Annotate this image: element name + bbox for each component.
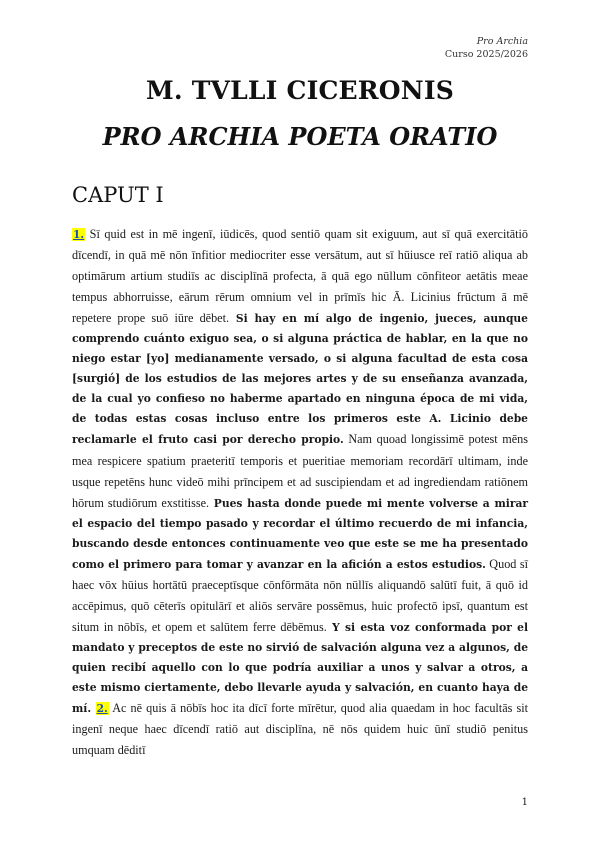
latin-text: Quod sī haec vōx hūius hortātū praeceptīsque cōnfōrmāta nōn nūllīs aliquandō salūtī fuit, ā quō id accēpimus, quō cēterīs opitulārī et aliōs servāre possēmus, huic profectō ipsī, quantum est situm in nōbīs, et opem et salūtem ferre dēbēmus. [72,556,528,634]
spanish-translation: Y si esta voz conformada por el mandato y preceptos de este no sirvió de salvación alguna vez a algunos, de quien recibí aquello con lo que podría auxiliar a unos y salvar a otros, a este mismo ciertamente, debo llevarle ayuda y salvación, en cuanto haya de mí. [72,620,529,716]
section-number-2[interactable]: 2. [96,702,108,716]
header-title: Pro Archia [476,36,528,47]
latin-text: Ac nē quis ā nōbīs hoc ita dīcī forte mīrētur, quod alia quaedam in hoc facultās sit ingenī neque haec dīcendī ratiō aut disciplīna, nē nōs quidem huic ūnī studiō penitus umquam dēditī [72,701,528,758]
running-header [445,35,528,61]
body-text [72,224,528,761]
chapter-heading: CAPUT I [72,183,164,207]
section-number-1[interactable]: 1. [73,228,85,241]
spanish-translation: Si hay en mí algo de ingenio, jueces, aunque comprendo cuánto exiguo sea, o si alguna práctica de hablar, en la que no niego estar [yo] medianamente versado, o si alguna facultad de esta cosa [surgió] de los estudios de las mejores artes y de su enseñanza avanzada, de la cual yo confieso no haberme apartado en ninguna época de mi vida, de todas estas cosas incluso entre los primeros este A. Licinio debe reclamarle el fruto casi por derecho propio. [72,312,528,447]
document-title: M. TVLLI CICERONIS [146,76,454,105]
paragraph [72,224,528,761]
spanish-translation: Pues hasta donde puede mi mente volverse a mirar el espacio del tiempo pasado y recordar el último recuerdo de mi infancia, buscando desde entonces continuamente veo que este se me ha presentado como el primero para tomar y avanzar en la afición a estos estudios. [72,496,529,571]
latin-text: Nam quoad longissimē potest mēns mea respicere spatium praeteritī temporis et pueritiae memoriam recordārī ultimam, inde usque repetēns hunc videō mihi prīncipem et ad suscipiendam et ad ingrediendam ratiōnem hōrum studiōrum exstitisse. [72,432,528,510]
document-subtitle: PRO ARCHIA POETA ORATIO [102,122,498,151]
header-course: Curso 2025/2026 [444,49,528,60]
page-number: 1 [521,797,528,808]
latin-text: Sī quid est in mē ingenī, iūdicēs, quod sentiō quam sit exiguum, aut sī quā exercitātiō dīcendī, in quā mē nōn īnfitior mediocriter esse versātum, aut sī hūiusce reī ratiō aliqua ab optimārum artium studiīs ac disciplīnā profecta, ā quā ego nūllum cōnfiteor aetātis meae tempus abhorruisse, eārum rērum omnium vel in prīmīs hic Ā. Licinius frūctum ā mē repetere prope suō iūre dēbet. [72,227,528,326]
